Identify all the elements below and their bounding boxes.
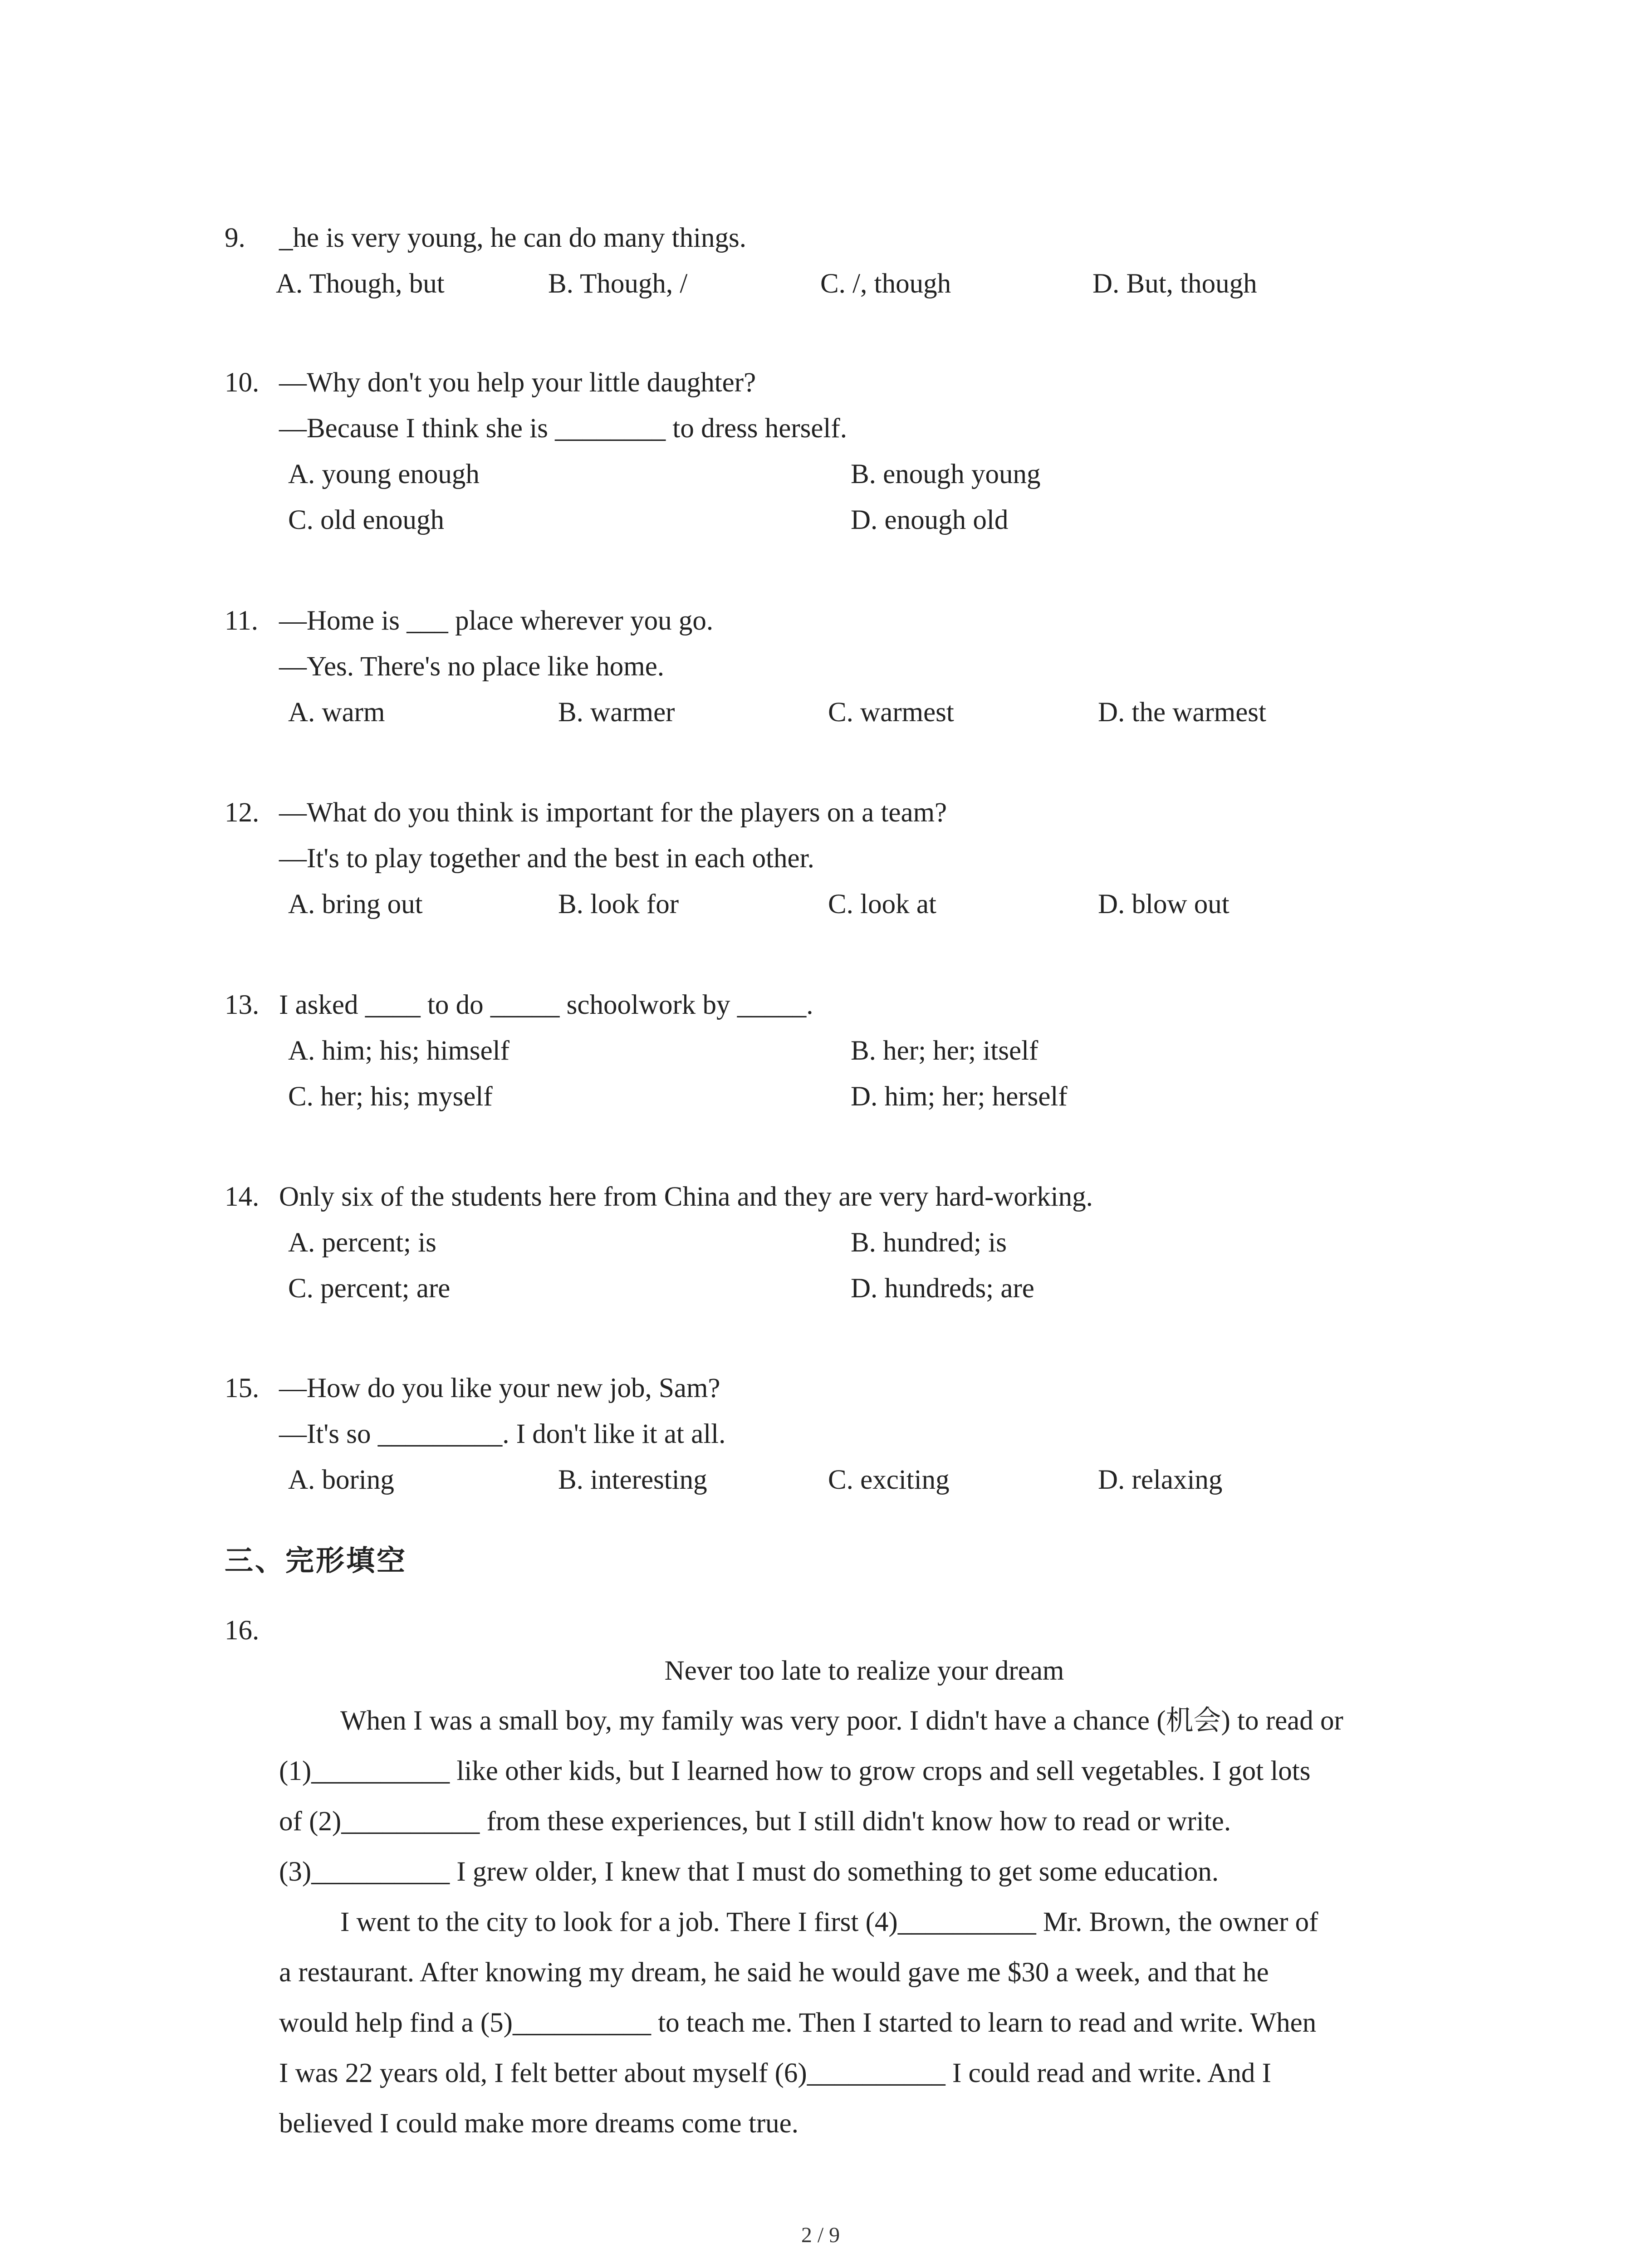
question-10	[225, 360, 1472, 543]
question-13	[225, 982, 1472, 1119]
passage-line: (1)__________ like other kids, but I learned how to grow crops and sell vegetables. I got lots	[279, 1756, 1311, 1786]
passage-line: (3)__________ I grew older, I knew that I must do something to get some education.	[279, 1857, 1219, 1887]
question-9	[225, 215, 1472, 307]
option-b: B. interesting	[558, 1465, 707, 1495]
question-stem: —Home is ___ place wherever you go.	[279, 606, 714, 636]
option-c: C. exciting	[828, 1465, 950, 1495]
section-title: 三、完形填空	[225, 1544, 407, 1577]
option-d: D. the warmest	[1098, 697, 1266, 728]
option-a: A. bring out	[288, 889, 423, 919]
option-b: B. Though, /	[548, 269, 688, 299]
option-a: A. percent; is	[288, 1227, 436, 1258]
cloze-passage	[279, 1647, 1459, 2149]
option-c: C. look at	[828, 889, 936, 919]
option-a: A. him; his; himself	[288, 1036, 509, 1066]
option-c: C. /, though	[820, 269, 951, 299]
option-a: A. Though, but	[276, 269, 445, 299]
question-11	[225, 598, 1472, 735]
question-stem: —What do you think is important for the players on a team?	[279, 797, 947, 828]
passage-line: a restaurant. After knowing my dream, he said he would gave me $30 a week, and that he	[279, 1957, 1269, 1988]
passage-line: When I was a small boy, my family was very poor. I didn't have a chance (机会) to read or	[340, 1706, 1343, 1736]
question-number: 15.	[225, 1373, 260, 1403]
option-b: B. look for	[558, 889, 679, 919]
question-15	[225, 1365, 1472, 1503]
option-b: B. warmer	[558, 697, 675, 728]
question-16-number: 16.	[225, 1615, 260, 1646]
question-14	[225, 1174, 1472, 1311]
option-b: B. her; her; itself	[851, 1036, 1038, 1066]
option-c: C. her; his; myself	[288, 1081, 493, 1112]
option-d: D. relaxing	[1098, 1465, 1223, 1495]
option-d: D. him; her; herself	[851, 1081, 1068, 1112]
question-stem: —Yes. There's no place like home.	[279, 651, 665, 682]
page-number: 2 / 9	[801, 2223, 840, 2247]
option-c: C. percent; are	[288, 1273, 451, 1304]
question-number: 13.	[225, 990, 260, 1020]
option-a: A. boring	[288, 1465, 394, 1495]
passage-line: I was 22 years old, I felt better about myself (6)__________ I could read and write. And I	[279, 2058, 1271, 2088]
question-stem: I asked ____ to do _____ schoolwork by _____.	[279, 990, 813, 1020]
option-a: A. young enough	[288, 459, 480, 489]
question-number: 9.	[225, 223, 245, 253]
option-c: C. old enough	[288, 505, 444, 535]
question-stem: —It's so _________. I don't like it at all.	[279, 1419, 726, 1449]
question-number: 10.	[225, 367, 260, 398]
question-stem: —How do you like your new job, Sam?	[279, 1373, 720, 1403]
option-d: D. But, though	[1092, 269, 1257, 299]
option-d: D. enough old	[851, 505, 1009, 535]
question-stem: —Because I think she is ________ to dress herself.	[279, 413, 847, 444]
option-d: D. blow out	[1098, 889, 1230, 919]
question-stem: _he is very young, he can do many things.	[279, 223, 747, 253]
option-b: B. hundred; is	[851, 1227, 1007, 1258]
question-stem: —It's to play together and the best in each other.	[279, 843, 814, 874]
option-c: C. warmest	[828, 697, 954, 728]
passage-line: would help find a (5)__________ to teach me. Then I started to learn to read and write. When	[279, 2008, 1317, 2038]
passage-line: believed I could make more dreams come true.	[279, 2108, 798, 2139]
passage-line: I went to the city to look for a job. There I first (4)__________ Mr. Brown, the owner of	[340, 1907, 1318, 1937]
question-12	[225, 790, 1472, 927]
passage-line: of (2)__________ from these experiences, but I still didn't know how to read or write.	[279, 1806, 1231, 1837]
question-stem: —Why don't you help your little daughter?	[279, 367, 756, 398]
option-b: B. enough young	[851, 459, 1041, 489]
passage-title: Never too late to realize your dream	[664, 1656, 1064, 1686]
question-number: 12.	[225, 797, 260, 828]
question-number: 14.	[225, 1182, 260, 1212]
question-number: 11.	[225, 606, 258, 636]
option-d: D. hundreds; are	[851, 1273, 1034, 1304]
question-stem: Only six of the students here from China and they are very hard-working.	[279, 1182, 1093, 1212]
option-a: A. warm	[288, 697, 385, 728]
